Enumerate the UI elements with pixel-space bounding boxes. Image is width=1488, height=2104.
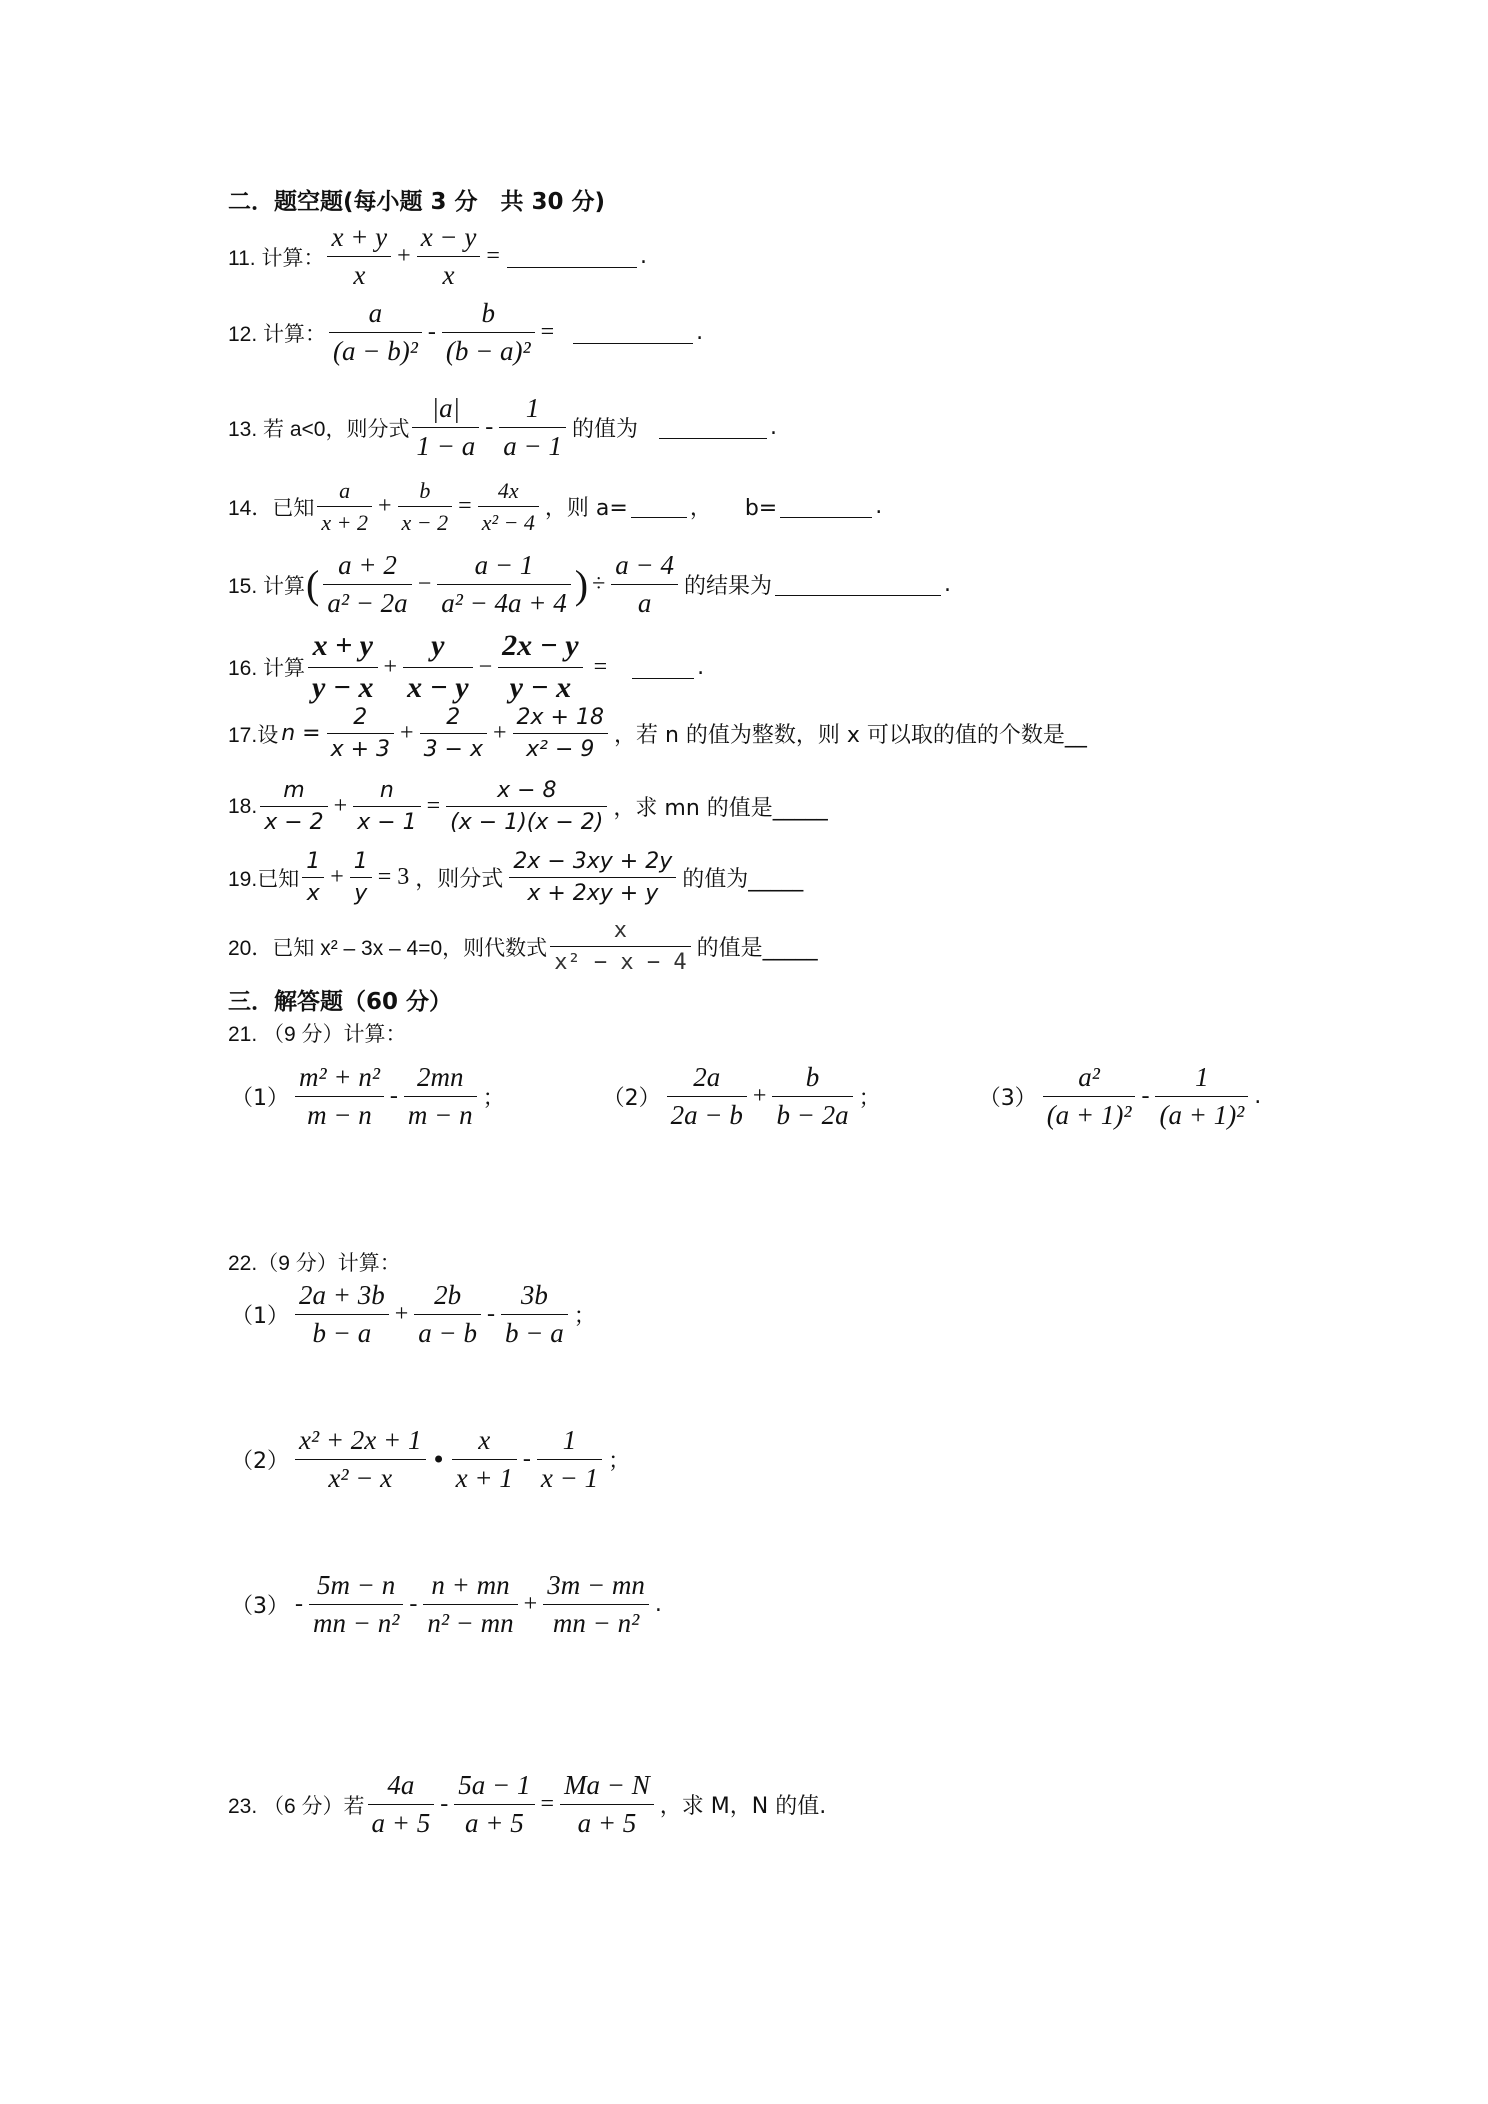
q21-p3-f2-denominator: (a + 1)² xyxy=(1155,1096,1248,1131)
q18-f2-denominator: x − 1 xyxy=(353,806,420,835)
question-12 xyxy=(228,298,706,367)
q12-f2-denominator: (b − a)² xyxy=(442,332,535,367)
q16-end: . xyxy=(697,654,705,680)
q22-p2-end: ； xyxy=(608,1449,631,1475)
q18-fraction-3 xyxy=(446,778,607,836)
q21-p1-f2-numerator: 2mn xyxy=(417,1062,464,1092)
q19-label: 19.已知 xyxy=(228,867,300,891)
q14-equals: = xyxy=(458,493,472,520)
q11-f1-numerator: x + y xyxy=(331,222,388,252)
q22-p1-fraction-1 xyxy=(295,1280,389,1349)
q23-fraction-2 xyxy=(454,1770,534,1839)
q23-f1-denominator: a + 5 xyxy=(368,1804,435,1839)
q15-label: 15. 计算 xyxy=(228,574,306,598)
q18-f1-numerator: m xyxy=(283,778,305,803)
q21-p2-operator: + xyxy=(752,1083,767,1110)
q21-p1-fraction-1 xyxy=(295,1062,384,1131)
q22-p2-fraction-3 xyxy=(537,1425,602,1494)
q14-f2-denominator: x − 2 xyxy=(398,506,453,535)
q21-p3-fraction-1 xyxy=(1043,1062,1136,1131)
q20-fraction-1 xyxy=(550,918,690,976)
q14-label: 14．已知 xyxy=(228,496,315,520)
q21-p2-label: （2） xyxy=(602,1086,661,1112)
q22-p2-fraction-1 xyxy=(295,1425,426,1494)
q15-f1-numerator: a + 2 xyxy=(338,550,397,580)
q22-p2-f1-numerator: x² + 2x + 1 xyxy=(299,1425,422,1455)
q16-answer-blank[interactable] xyxy=(632,656,694,679)
section-3-heading-text: 三．解答题（60 分） xyxy=(228,989,453,1015)
q17-f1-denominator: x + 3 xyxy=(327,733,394,762)
q23-f3-denominator: a + 5 xyxy=(560,1804,654,1839)
q14-end: . xyxy=(875,494,883,520)
q22-p2-f2-numerator: x xyxy=(478,1425,491,1455)
q13-f2-denominator: a − 1 xyxy=(499,427,566,462)
q14-answer-b-blank[interactable] xyxy=(780,495,872,518)
q21-p1-f1-numerator: m² + n² xyxy=(299,1062,380,1092)
q16-f3-denominator: y − x xyxy=(498,667,583,706)
question-22-part-3 xyxy=(228,1570,665,1639)
q11-equals: = xyxy=(486,243,500,270)
q13-fraction-1 xyxy=(412,393,479,462)
q22-p2-fraction-2 xyxy=(452,1425,517,1494)
q19-f3-denominator: x + 2xy + y xyxy=(509,877,676,906)
q11-f1-denominator: x xyxy=(327,256,391,291)
question-11 xyxy=(228,222,650,291)
q22-p1-f3-denominator: b − a xyxy=(501,1314,568,1349)
q19-fraction-3 xyxy=(509,849,676,907)
q18-fraction-2 xyxy=(353,778,420,836)
q17-f2-numerator: 2 xyxy=(446,705,461,730)
q21-title: 21. （9 分）计算： xyxy=(228,1023,407,1046)
q21-p3-fraction-2 xyxy=(1155,1062,1248,1131)
q22-p2-f3-numerator: 1 xyxy=(562,1425,577,1455)
q15-f3-numerator: a − 4 xyxy=(615,550,675,580)
question-21-title xyxy=(228,1018,407,1048)
q15-text: 的结果为 xyxy=(684,574,773,600)
q18-equals: = xyxy=(426,793,441,820)
q14-f1-denominator: x + 2 xyxy=(317,506,372,535)
q15-fraction-1 xyxy=(323,550,411,619)
q12-f2-numerator: b xyxy=(481,298,495,328)
q14-fraction-1 xyxy=(317,478,372,536)
q23-text: ，求 M，N 的值. xyxy=(659,1794,827,1820)
q16-f1-denominator: y − x xyxy=(308,667,378,706)
q19-text-2: 的值为_____ xyxy=(682,867,804,893)
q23-f2-numerator: 5a − 1 xyxy=(458,1770,531,1800)
q14-text-b: ， b= xyxy=(689,496,778,522)
q15-f1-denominator: a² − 2a xyxy=(323,584,411,619)
q18-f3-denominator: (x − 1)(x − 2) xyxy=(446,806,607,835)
question-18 xyxy=(228,778,831,836)
q19-f2-numerator: 1 xyxy=(353,849,368,874)
q18-operator: + xyxy=(333,793,348,820)
q20-text: 的值是_____ xyxy=(696,936,818,962)
q14-f3-denominator: x² − 4 xyxy=(478,506,539,535)
q11-label: 11. 计算： xyxy=(228,246,325,270)
q23-equals: = xyxy=(540,1791,555,1818)
q13-end: . xyxy=(769,415,777,441)
q13-fraction-2 xyxy=(499,393,566,462)
question-22-part-1 xyxy=(228,1280,599,1349)
q22-p3-f2-numerator: n + mn xyxy=(431,1570,510,1600)
q18-f3-numerator: x − 8 xyxy=(497,778,557,803)
q12-fraction-1 xyxy=(329,298,422,367)
q22-p3-f1-numerator: 5m − n xyxy=(317,1570,396,1600)
q22-p1-f1-denominator: b − a xyxy=(295,1314,389,1349)
q21-p2-fraction-2 xyxy=(772,1062,852,1131)
q13-text: 的值为 xyxy=(571,417,638,443)
q15-fraction-2 xyxy=(437,550,571,619)
q21-p2-end: ； xyxy=(858,1086,881,1112)
q17-f1-numerator: 2 xyxy=(353,705,368,730)
q22-title: 22.（9 分）计算： xyxy=(228,1252,401,1275)
q13-operator: - xyxy=(485,414,494,441)
question-16 xyxy=(228,629,707,705)
q22-p3-prefix: - xyxy=(295,1591,303,1618)
question-20 xyxy=(228,918,821,976)
q15-end: . xyxy=(944,572,952,598)
q16-fraction-3 xyxy=(498,629,583,705)
q19-equals: = 3 xyxy=(377,864,410,891)
q15-f2-numerator: a − 1 xyxy=(474,550,534,580)
q22-p3-label: （3） xyxy=(231,1594,289,1620)
q17-f3-numerator: 2x + 18 xyxy=(516,705,604,730)
q17-fraction-1 xyxy=(327,705,394,763)
q21-p1-end: ； xyxy=(482,1086,505,1112)
q13-label: 13. 若 a<0，则分式 xyxy=(228,417,410,441)
q19-f1-denominator: x xyxy=(302,877,324,906)
q17-label: 17.设 xyxy=(228,723,279,747)
q21-p3-end: . xyxy=(1254,1084,1262,1110)
q16-operator-1: + xyxy=(383,653,398,680)
q19-text-1: ，则分式 xyxy=(415,867,504,893)
q22-p1-operator-1: + xyxy=(394,1301,409,1328)
q21-p2-f1-numerator: 2a xyxy=(693,1062,721,1092)
q14-f1-numerator: a xyxy=(339,478,351,503)
q22-p1-fraction-3 xyxy=(501,1280,568,1349)
q22-p1-fraction-2 xyxy=(414,1280,481,1349)
q15-f2-denominator: a² − 4a + 4 xyxy=(437,584,571,619)
q16-f3-numerator: 2x − y xyxy=(502,629,579,662)
q11-end: . xyxy=(639,244,647,270)
q22-p3-fraction-2 xyxy=(423,1570,517,1639)
q22-p2-f2-denominator: x + 1 xyxy=(452,1459,517,1494)
q13-answer-blank[interactable] xyxy=(659,416,767,439)
q16-operator-2: − xyxy=(478,653,493,680)
question-15 xyxy=(228,550,954,619)
q22-p1-f1-numerator: 2a + 3b xyxy=(299,1280,385,1310)
q14-operator: + xyxy=(377,493,392,520)
q20-label: 20．已知 x² – 3x – 4=0，则代数式 xyxy=(228,936,548,960)
q14-answer-a-blank[interactable] xyxy=(631,495,687,518)
q22-p3-f3-numerator: 3m − mn xyxy=(547,1570,645,1600)
q14-fraction-2 xyxy=(398,478,453,536)
q22-p3-end: . xyxy=(654,1592,662,1618)
q19-f1-numerator: 1 xyxy=(306,849,321,874)
q19-operator: + xyxy=(330,864,344,891)
q23-f2-denominator: a + 5 xyxy=(454,1804,534,1839)
q17-text: ，若 n 的值为整数，则 x 可以取的值的个数是__ xyxy=(613,723,1087,749)
q14-f2-numerator: b xyxy=(419,478,431,503)
q11-operator: + xyxy=(397,243,411,270)
q12-operator: - xyxy=(427,319,436,346)
q16-f2-numerator: y xyxy=(431,629,445,662)
q17-fraction-2 xyxy=(420,705,487,763)
q14-f3-numerator: 4x xyxy=(497,478,519,503)
q22-p1-f2-numerator: 2b xyxy=(434,1280,462,1310)
question-14 xyxy=(228,478,885,536)
q20-f1-denominator: x² − x − 4 xyxy=(550,946,690,975)
q23-f1-numerator: 4a xyxy=(387,1770,415,1800)
q15-fraction-3 xyxy=(611,550,678,619)
q22-p3-f2-denominator: n² − mn xyxy=(423,1604,517,1639)
q16-label: 16. 计算 xyxy=(228,657,306,680)
q12-answer-blank[interactable] xyxy=(573,321,693,344)
q22-p1-end: ； xyxy=(573,1304,596,1330)
q12-f1-numerator: a xyxy=(368,298,383,328)
q18-label: 18. xyxy=(228,794,258,818)
q21-p3-f1-denominator: (a + 1)² xyxy=(1043,1096,1136,1131)
q22-p2-label: （2） xyxy=(231,1449,289,1475)
q17-f3-denominator: x² − 9 xyxy=(513,733,608,762)
q21-p3-f2-numerator: 1 xyxy=(1195,1062,1209,1092)
q22-p3-operator-1: - xyxy=(409,1591,418,1618)
q12-end: . xyxy=(696,320,704,346)
q21-p1-label: （1） xyxy=(231,1086,289,1112)
q19-f3-numerator: 2x − 3xy + 2y xyxy=(513,849,673,874)
q22-p2-f1-denominator: x² − x xyxy=(295,1459,426,1494)
q15-f3-denominator: a xyxy=(611,584,678,619)
q21-p2-fraction-1 xyxy=(667,1062,747,1131)
q18-f2-numerator: n xyxy=(379,778,394,803)
q11-fraction-1 xyxy=(327,222,391,291)
q12-label: 12. 计算： xyxy=(228,322,327,346)
q13-f2-numerator: 1 xyxy=(525,393,540,423)
q23-operator: - xyxy=(440,1791,449,1818)
q22-p3-fraction-1 xyxy=(309,1570,403,1639)
q19-fraction-1 xyxy=(302,849,324,907)
q21-p3-f1-numerator: a² xyxy=(1078,1062,1100,1092)
q21-p1-operator: - xyxy=(389,1083,398,1110)
q21-p2-f1-denominator: 2a − b xyxy=(667,1096,747,1131)
q22-p1-label: （1） xyxy=(231,1304,289,1330)
q14-text-a: ，则 a= xyxy=(544,496,628,522)
q15-close-paren: ) xyxy=(574,562,589,608)
q17-fraction-3 xyxy=(513,705,608,763)
q20-f1-numerator: x xyxy=(613,918,628,943)
q22-p1-f2-denominator: a − b xyxy=(414,1314,481,1349)
q22-p3-operator-2: + xyxy=(523,1591,538,1618)
q18-text: ，求 mn 的值是_____ xyxy=(613,796,828,822)
q21-p3-label: （3） xyxy=(978,1086,1037,1112)
q21-p1-fraction-2 xyxy=(404,1062,477,1131)
q11-f2-numerator: x − y xyxy=(420,222,477,252)
question-21-parts xyxy=(228,1062,1264,1131)
q14-fraction-3 xyxy=(478,478,539,536)
q11-f2-denominator: x xyxy=(417,256,481,291)
question-23 xyxy=(228,1770,829,1839)
q21-p2-f2-numerator: b xyxy=(805,1062,820,1092)
q17-operator-1: + xyxy=(400,720,414,747)
q16-equals: = xyxy=(593,653,608,680)
q21-p2-f2-denominator: b − 2a xyxy=(772,1096,852,1131)
q11-fraction-2 xyxy=(417,222,481,291)
q18-f1-denominator: x − 2 xyxy=(260,806,327,835)
q11-answer-blank[interactable] xyxy=(507,245,637,268)
question-22-title xyxy=(228,1247,401,1277)
question-19 xyxy=(228,849,806,907)
q23-fraction-3 xyxy=(560,1770,654,1839)
q17-variable: n = xyxy=(281,721,321,747)
q23-f3-numerator: Ma − N xyxy=(564,1770,650,1800)
q15-open-paren: ( xyxy=(306,562,320,608)
q12-equals: = xyxy=(540,319,555,346)
section-2-heading-text: 二．题空题(每小题 3 分 共 30 分) xyxy=(228,189,606,215)
q23-label: 23. （6 分）若 xyxy=(228,1794,365,1818)
q15-divide: ÷ xyxy=(592,571,606,598)
q21-p1-f1-denominator: m − n xyxy=(295,1096,384,1131)
q22-p2-f3-denominator: x − 1 xyxy=(537,1459,602,1494)
section-2-heading xyxy=(228,183,605,216)
q21-p1-f2-denominator: m − n xyxy=(404,1096,477,1131)
q22-p3-f3-denominator: mn − n² xyxy=(543,1604,649,1639)
q22-p3-fraction-3 xyxy=(543,1570,649,1639)
q22-p3-f1-denominator: mn − n² xyxy=(309,1604,403,1639)
q23-fraction-1 xyxy=(368,1770,435,1839)
q15-answer-blank[interactable] xyxy=(775,573,941,596)
q22-p2-operator-2: - xyxy=(522,1446,531,1473)
q13-f1-numerator: |a| xyxy=(431,393,461,423)
q12-fraction-2 xyxy=(442,298,535,367)
q16-fraction-1 xyxy=(308,629,378,705)
q18-fraction-1 xyxy=(260,778,327,836)
q17-f2-denominator: 3 − x xyxy=(420,733,487,762)
question-22-part-2 xyxy=(228,1425,633,1494)
q21-p3-operator: - xyxy=(1141,1083,1150,1110)
q16-f1-numerator: x + y xyxy=(312,629,373,662)
q19-fraction-2 xyxy=(350,849,372,907)
section-3-heading xyxy=(228,983,452,1016)
q16-f2-denominator: x − y xyxy=(403,667,473,706)
question-17 xyxy=(228,705,1090,763)
q22-p1-f3-numerator: 3b xyxy=(520,1280,548,1310)
q22-p2-operator-1: • xyxy=(431,1445,446,1474)
q13-f1-denominator: 1 − a xyxy=(412,427,479,462)
q16-fraction-2 xyxy=(403,629,473,705)
q22-p1-operator-2: - xyxy=(487,1301,496,1328)
q19-f2-denominator: y xyxy=(350,877,372,906)
q12-f1-denominator: (a − b)² xyxy=(329,332,422,367)
q15-operator: − xyxy=(417,571,432,598)
q17-operator-2: + xyxy=(493,720,507,747)
question-13 xyxy=(228,393,780,462)
